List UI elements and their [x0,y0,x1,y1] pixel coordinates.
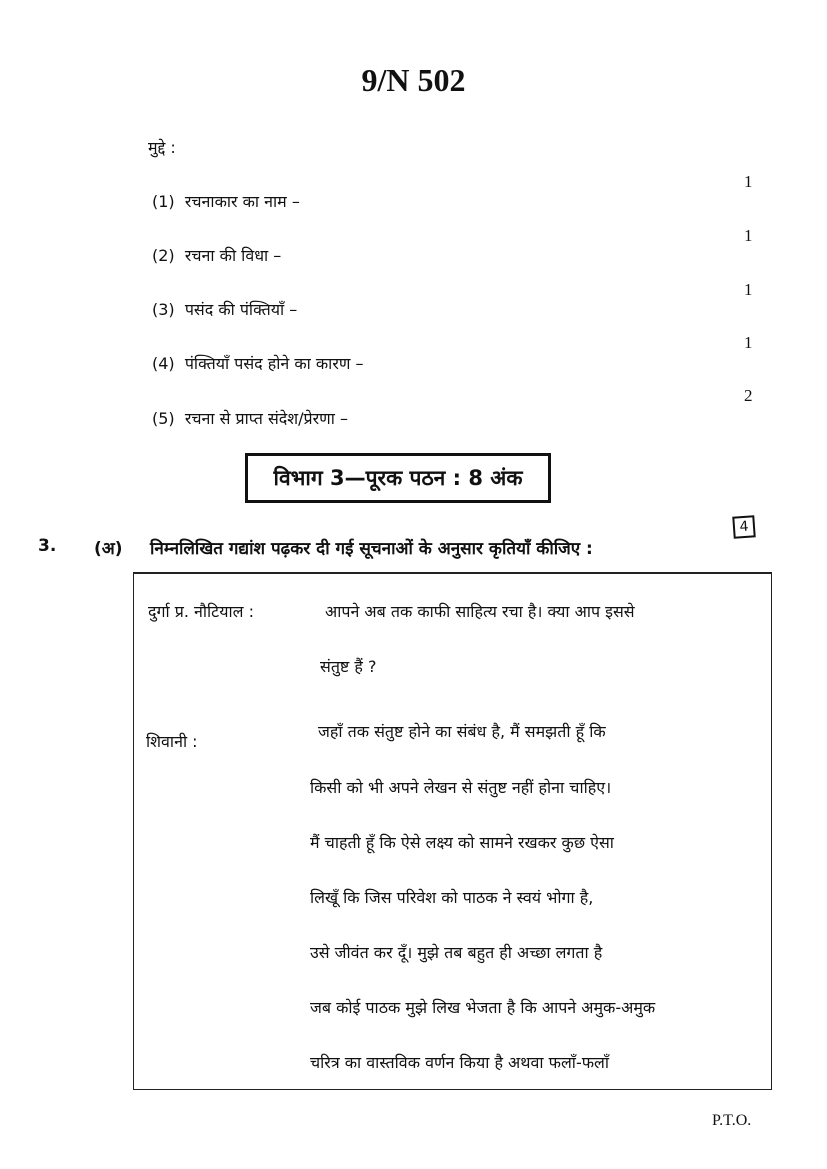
question-text: निम्नलिखित गद्यांश पढ़कर दी गई सूचनाओं के अनुसार कृतियाँ कीजिए : [150,539,593,559]
point-marks: 1 [744,226,753,245]
section-heading-box [245,453,551,503]
point-number: (3) [152,300,175,319]
point-number: (2) [152,246,175,265]
point-number: (5) [152,409,175,428]
point-item [152,190,300,212]
passage-line: उसे जीवंत कर दूँ। मुझे तब बहुत ही अच्छा लगता है [310,943,603,962]
passage-line: जहाँ तक संतुष्ट होने का संबंध है, मैं समझती हूँ कि [318,722,606,741]
point-text: पंक्तियाँ पसंद होने का कारण – [184,354,364,373]
section-title: विभाग 3—पूरक पठन : 8 अंक [273,466,523,490]
point-text: पसंद की पंक्तियाँ – [184,300,298,319]
passage-line: संतुष्ट हैं ? [320,657,377,676]
question-number: 3. [38,536,57,556]
passage-line: आपने अब तक काफी साहित्य रचा है। क्या आप इससे [325,602,635,621]
point-item [152,298,297,320]
passage-line: मैं चाहती हूँ कि ऐसे लक्ष्य को सामने रखकर कुछ ऐसा [310,833,614,852]
point-item [152,352,364,374]
paper-code: 9/N 502 [361,62,466,98]
passage-line: जब कोई पाठक मुझे लिख भेजता है कि आपने अमुक-अमुक [310,998,656,1017]
speaker-label: दुर्गा प्र. नौटियाल : [148,602,254,621]
pto-label: P.T.O. [712,1112,752,1129]
point-number: (4) [152,354,175,373]
question-marks-box: 4 [732,515,755,538]
speaker-label: शिवानी : [146,732,198,751]
point-number: (1) [152,192,175,211]
question-sub: (अ) [94,539,123,559]
point-marks: 2 [744,386,753,405]
point-text: रचनाकार का नाम – [184,192,300,211]
point-text: रचना की विधा – [184,246,282,265]
passage-line: किसी को भी अपने लेखन से संतुष्ट नहीं होना चाहिए। [310,778,612,797]
point-marks: 1 [744,172,753,191]
points-heading: मुद्दे : [148,138,176,157]
point-text: रचना से प्राप्त संदेश/प्रेरणा – [184,409,348,428]
point-item [152,407,348,429]
passage-line: चरित्र का वास्तविक वर्णन किया है अथवा फलाँ-फलाँ [310,1053,610,1072]
point-marks: 1 [744,333,753,352]
point-item [152,244,281,266]
passage-line: लिखूँ कि जिस परिवेश को पाठक ने स्वयं भोगा है, [310,888,594,907]
point-marks: 1 [744,280,753,299]
